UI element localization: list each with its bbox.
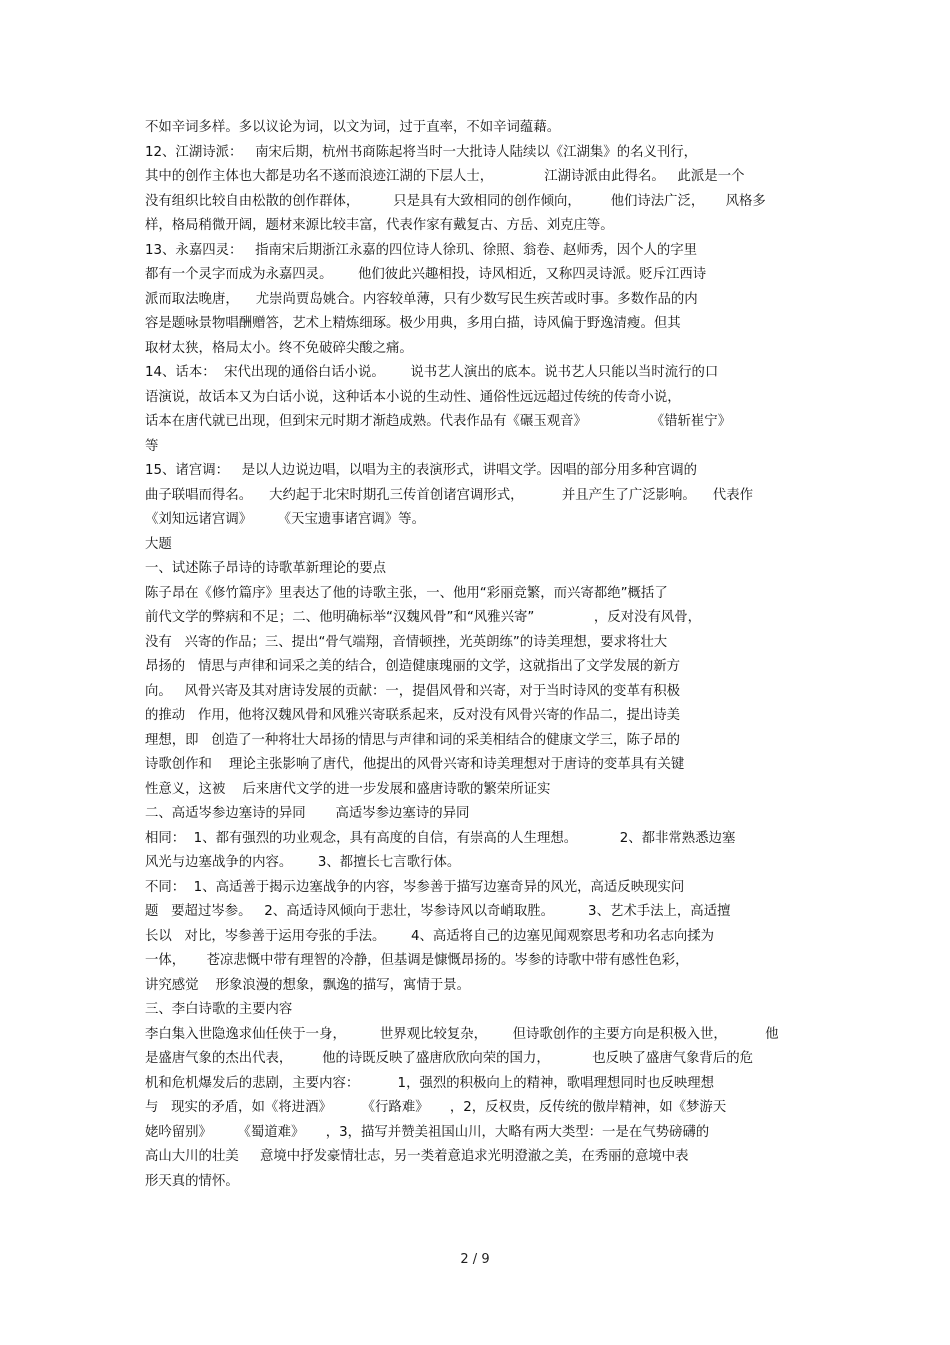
text-line: 是盛唐气象的杰出代表， 他的诗既反映了盛唐欣欣向荣的国力， 也反映了盛唐气象背后的危 — [145, 1051, 753, 1066]
text-line: 语演说，故话本又为白话小说，这种话本小说的生动性、通俗性远远超过传统的传奇小说， — [145, 389, 681, 405]
text-line: 话本在唐代就已出现，但到宋元时期才渐趋成熟。代表作品有《碾玉观音》 《错斩崔宁》 — [145, 414, 732, 429]
text-line: 其中的创作主体也大都是功名不遂而浪迹江湖的下层人士， 江湖诗派由此得名。 此派是一个 — [145, 169, 745, 184]
text-line: 高山大川的壮美 意境中抒发豪情壮志，另一类着意追求光明澄澈之美，在秀丽的意境中表 — [145, 1149, 689, 1164]
text-line: 相同： 1、都有强烈的功业观念，具有高度的自信，有崇高的人生理想。 2、都非常熟悉边塞 — [145, 830, 736, 846]
text-line: 不同： 1、高适善于揭示边塞战争的内容，岑参善于描写边塞奇异的风光，高适反映现实问 — [145, 879, 685, 895]
text-line: 12、江湖诗派： 南宋后期，杭州书商陈起将当时一大批诗人陆续以《江湖集》的名义刊行， — [145, 144, 698, 160]
text-line: 姥吟留别》 《蜀道难》 ，3，描写并赞美祖国山川，大略有两大类型：一是在气势磅礴的 — [145, 1124, 710, 1140]
text-line: 没有组织比较自由松散的创作群体， 只是具有大致相同的创作倾向， 他们诗法广泛， 风格多 — [145, 193, 766, 209]
text-line: 诗歌创作和 理论主张影响了唐代，他提出的风骨兴寄和诗美理想对于唐诗的变革具有关键 — [145, 757, 685, 772]
text-line: 前代文学的弊病和不足；二、他明确标举“汉魏风骨”和“风雅兴寄” ，反对没有风骨， — [145, 610, 702, 625]
text-line: 陈子昂在《修竹篇序》里表达了他的诗歌主张，一、他用“彩丽竞繁，而兴寄都绝”概括了 — [145, 585, 668, 601]
text-line: 李白集入世隐逸求仙任侠于一身， 世界观比较复杂， 但诗歌创作的主要方向是积极入世， 他 — [145, 1026, 779, 1042]
text-line: 等 — [145, 438, 159, 454]
text-line: 曲子联唱而得名。 大约起于北宋时期孔三传首创诸宫调形式， 并且产生了广泛影响。 代表作 — [145, 487, 753, 503]
text-line: 三、李白诗歌的主要内容 — [145, 1002, 293, 1017]
text-line: 机和危机爆发后的悲剧，主要内容： 1，强烈的积极向上的精神，歌唱理想同时也反映理想 — [145, 1075, 715, 1091]
text-line: 14、话本： 宋代出现的通俗白话小说。 说书艺人演出的底本。说书艺人只能以当时流行的口 — [145, 365, 719, 380]
text-line: 二、高适岑参边塞诗的异同 高适岑参边塞诗的异同 — [145, 806, 470, 821]
text-line: 形天真的情怀。 — [145, 1173, 239, 1189]
text-line: 一、试述陈子昂诗的诗歌革新理论的要点 — [145, 561, 387, 576]
text-line: 一体， 苍凉悲慨中带有理智的冷静，但基调是慷慨昂扬的。岑参的诗歌中带有感性色彩， — [145, 953, 689, 968]
page-number: 2 / 9 — [460, 1252, 490, 1267]
text-line: 样，格局稍微开阔，题材来源比较丰富，代表作家有戴复古、方岳、刘克庄等。 — [145, 218, 614, 233]
text-line: 长以 对比，岑参善于运用夸张的手法。 4、高适将自己的边塞见闻观察思考和功名志向揉为 — [145, 928, 715, 944]
text-line: 15、诸宫调： 是以人边说边唱，以唱为主的表演形式，讲唱文学。因唱的部分用多种宫调的 — [145, 463, 698, 478]
text-line: 题 要超过岑参。 2、高适诗风倾向于悲壮，岑参诗风以奇峭取胜。 3、艺术手法上，高适擅 — [145, 904, 731, 919]
text-line: 没有 兴寄的作品；三、提出“骨气端翔，音情顿挫，光英朗练”的诗美理想，要求将壮大 — [145, 634, 668, 650]
text-line: 《刘知远诸宫调》 《天宝遗事诸宫调》等。 — [145, 512, 425, 527]
text-line: 讲究感觉 形象浪漫的想象，飘逸的描写，寓情于景。 — [145, 977, 471, 993]
text-line: 派而取法晚唐， 尤崇尚贾岛姚合。内容较单薄，只有少数写民生疾苦或时事。多数作品的内 — [145, 291, 698, 307]
text-line: 都有一个灵字而成为永嘉四灵。 他们彼此兴趣相投，诗风相近，又称四灵诗派。贬斥江西诗 — [145, 267, 707, 282]
text-line: 昂扬的 情思与声律和词采之美的结合，创造健康瑰丽的文学，这就指出了文学发展的新方 — [145, 659, 681, 674]
text-line: 与 现实的矛盾，如《将进酒》 《行路难》 ，2，反权贵，反传统的傲岸精神，如《梦游天 — [145, 1100, 727, 1115]
text-line: 理想，即 创造了一种将壮大昂扬的情思与声律和词的采美相结合的健康文学三，陈子昂的 — [145, 732, 681, 748]
document-body — [145, 116, 810, 1194]
text-line: 13、永嘉四灵： 指南宋后期浙江永嘉的四位诗人徐玑、徐照、翁卷、赵师秀，因个人的字里 — [145, 242, 698, 258]
text-line: 大题 — [145, 536, 172, 552]
text-line: 的推动 作用，他将汉魏风骨和风雅兴寄联系起来，反对没有风骨兴寄的作品二，提出诗美 — [145, 708, 681, 723]
text-line: 风光与边塞战争的内容。 3、都擅长七言歌行体。 — [145, 855, 461, 870]
text-line: 容是题咏景物唱酬赠答，艺术上精炼细琢。极少用典，多用白描，诗风偏于野逸清瘦。但其 — [145, 316, 681, 331]
text-line: 取材太狭，格局太小。终不免破碎尖酸之痛。 — [145, 340, 413, 356]
text-line: 向。 风骨兴寄及其对唐诗发展的贡献：一，提倡风骨和兴寄，对于当时诗风的变革有积极 — [145, 683, 681, 699]
text-line: 不如辛词多样。多以议论为词，以文为词，过于直率，不如辛词蕴藉。 — [145, 120, 561, 135]
text-line: 性意义，这被 后来唐代文学的进一步发展和盛唐诗歌的繁荣所证实 — [145, 781, 551, 797]
